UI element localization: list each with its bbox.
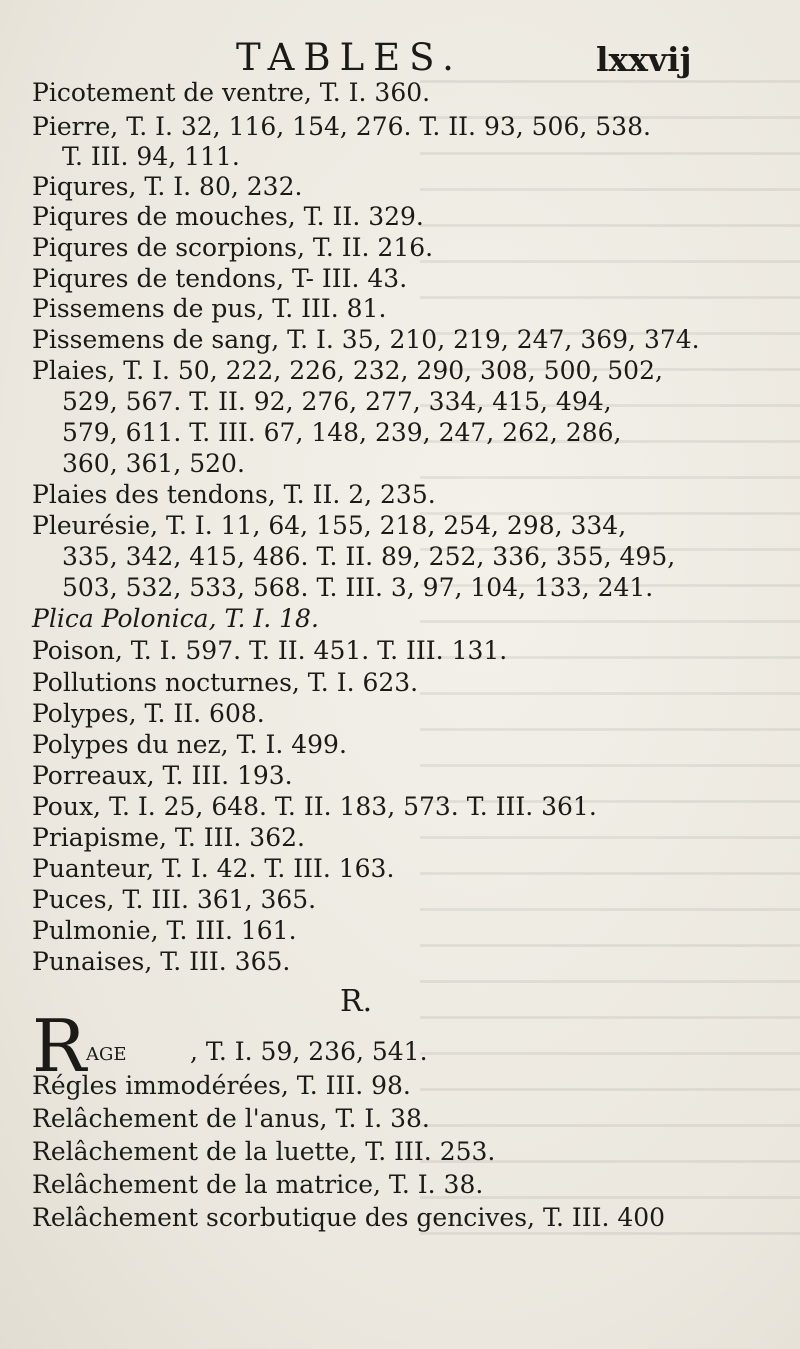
index-entry: Pissemens de pus, T. III. 81. [32, 294, 387, 323]
index-entry-continuation: 335, 342, 415, 486. T. II. 89, 252, 336, 355, 495, [62, 542, 676, 571]
section-letter-heading: R. [340, 984, 373, 1019]
index-entry: Picotement de ventre, T. I. 360. [32, 78, 431, 107]
index-entry: Puanteur, T. I. 42. T. III. 163. [32, 854, 395, 883]
index-entry-continuation: 529, 567. T. II. 92, 276, 277, 334, 415, 494, [62, 387, 612, 416]
index-entry: Poux, T. I. 25, 648. T. II. 183, 573. T. III. 361. [32, 792, 597, 821]
rage-headword: age [86, 1037, 127, 1066]
index-entry: Punaises, T. III. 365. [32, 947, 291, 976]
drop-cap: R [32, 1004, 87, 1088]
index-entry: Porreaux, T. III. 193. [32, 761, 293, 790]
index-entry: Pissemens de sang, T. I. 35, 210, 219, 247, 369, 374. [32, 325, 700, 354]
index-entry: Poison, T. I. 597. T. II. 451. T. III. 131. [32, 636, 508, 665]
index-entry: Piqures, T. I. 80, 232. [32, 172, 303, 201]
index-entry-continuation: 579, 611. T. III. 67, 148, 239, 247, 262, 286, [62, 418, 622, 447]
index-entry: Relâchement de la matrice, T. I. 38. [32, 1170, 484, 1199]
index-entry: Pulmonie, T. III. 161. [32, 916, 297, 945]
rage-references: , T. I. 59, 236, 541. [190, 1037, 428, 1066]
index-entry-continuation: 503, 532, 533, 568. T. III. 3, 97, 104, 133, 241. [62, 573, 654, 602]
index-entry: Pleurésie, T. I. 11, 64, 155, 218, 254, 298, 334, [32, 511, 627, 540]
index-entry: Piqures de tendons, T- III. 43. [32, 264, 408, 293]
index-entry: Plaies, T. I. 50, 222, 226, 232, 290, 308, 500, 502, [32, 356, 663, 385]
index-entry: Pierre, T. I. 32, 116, 154, 276. T. II. 93, 506, 538. [32, 112, 651, 141]
index-entry-continuation: T. III. 94, 111. [62, 142, 240, 171]
index-entry: Piqures de scorpions, T. II. 216. [32, 233, 434, 262]
index-entry: Pollutions nocturnes, T. I. 623. [32, 668, 419, 697]
index-entry: Piqures de mouches, T. II. 329. [32, 202, 424, 231]
index-entry: Régles immodérées, T. III. 98. [32, 1071, 411, 1100]
page-number: lxxvij [596, 40, 692, 79]
index-entry: Puces, T. III. 361, 365. [32, 885, 317, 914]
running-title: TABLES. [236, 36, 463, 79]
index-entry: Relâchement de la luette, T. III. 253. [32, 1137, 496, 1166]
index-entry: Plica Polonica, T. I. 18. [32, 604, 319, 633]
index-entry: Polypes, T. II. 608. [32, 699, 265, 728]
index-entry-continuation: 360, 361, 520. [62, 449, 245, 478]
index-entry: Relâchement de l'anus, T. I. 38. [32, 1104, 430, 1133]
index-entry: Polypes du nez, T. I. 499. [32, 730, 347, 759]
index-entry: Priapisme, T. III. 362. [32, 823, 305, 852]
index-entry: Relâchement scorbutique des gencives, T. III. 400 [32, 1203, 666, 1232]
index-entry: Plaies des tendons, T. II. 2, 235. [32, 480, 436, 509]
